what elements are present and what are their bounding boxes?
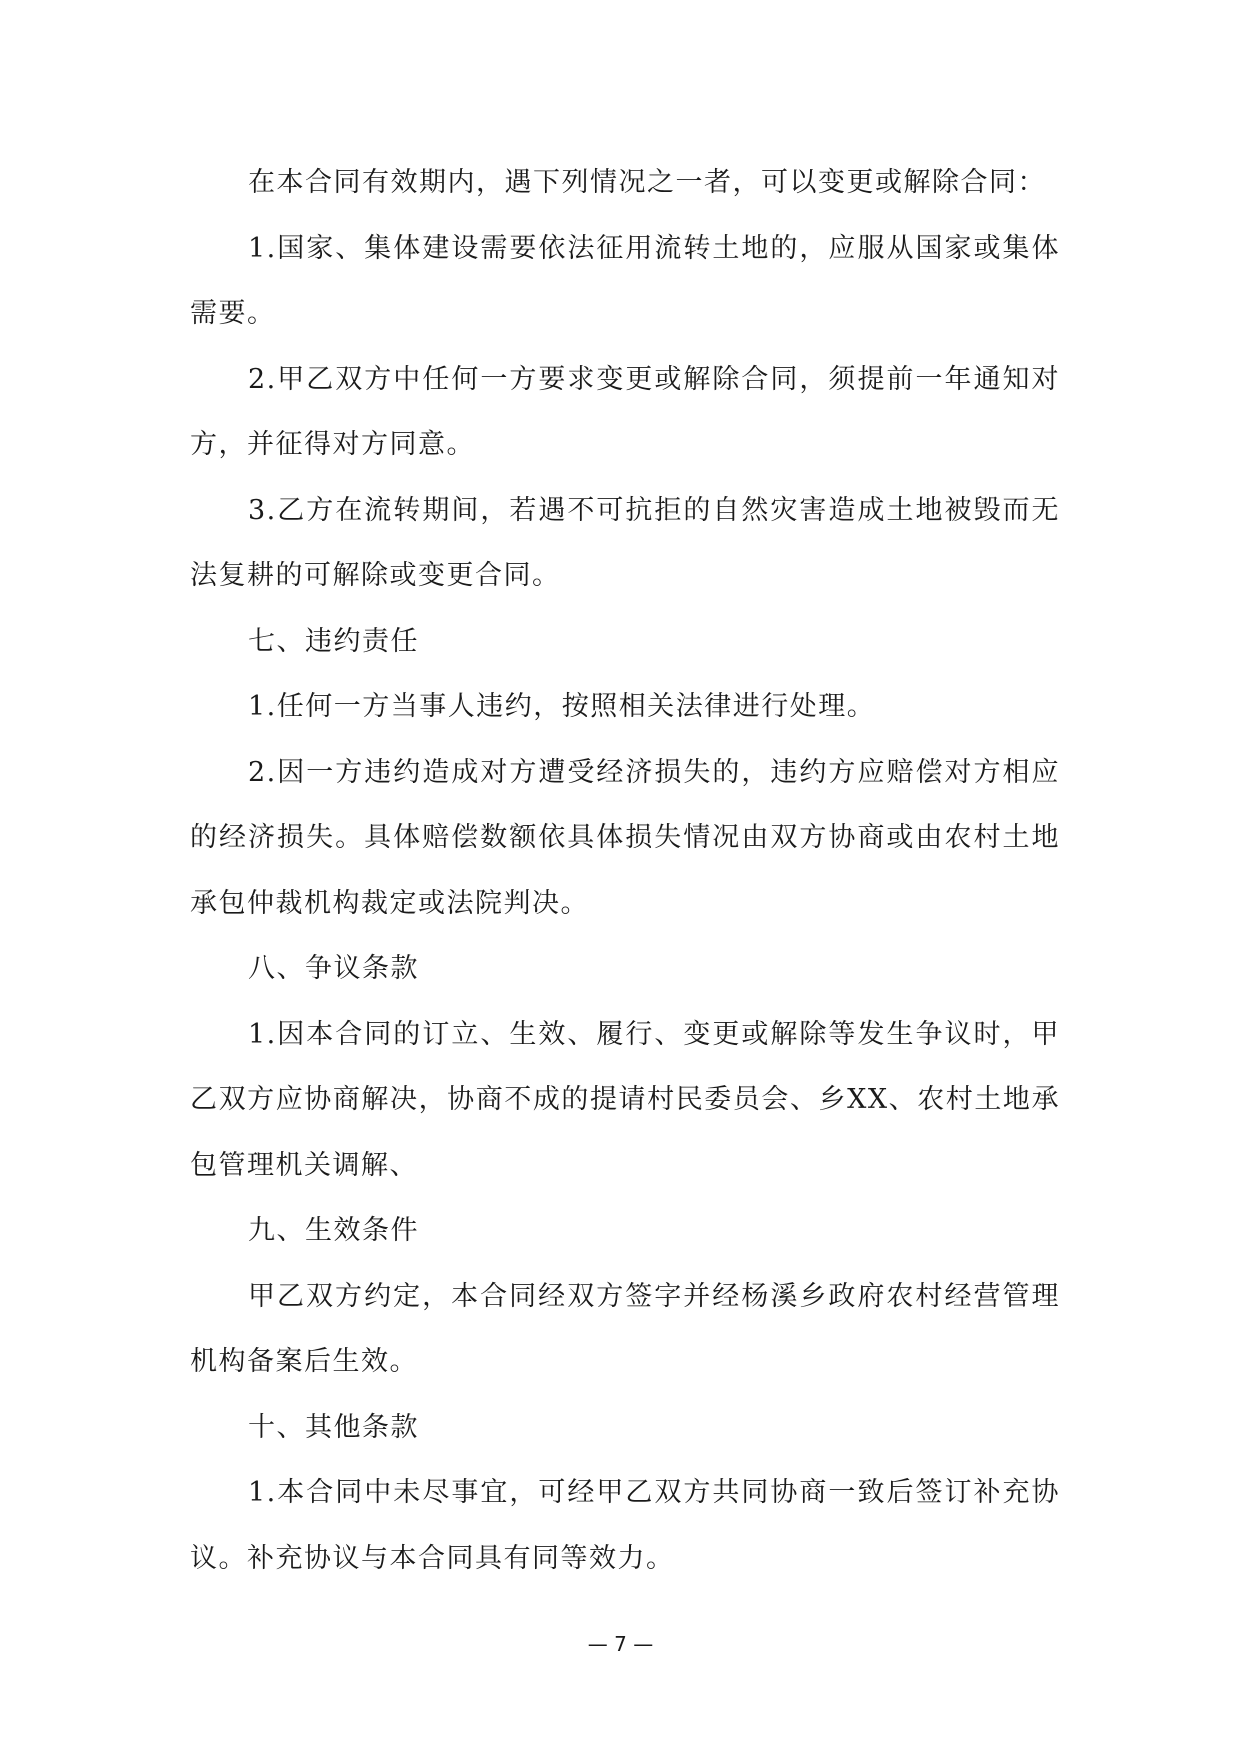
section-heading-dispute: 八、争议条款	[248, 953, 419, 984]
paragraph-breach-1: 1.任何一方当事人违约，按照相关法律进行处理。	[248, 691, 876, 722]
paragraph-item-2: 2.甲乙双方中任何一方要求变更或解除合同，须提前一年通知对方，并征得对方同意。	[190, 363, 1060, 460]
paragraph-other-1: 1.本合同中未尽事宜，可经甲乙双方共同协商一致后签订补充协议。补充协议与本合同具有同等效力。	[190, 1477, 1060, 1574]
paragraph-item-3: 3.乙方在流转期间，若遇不可抗拒的自然灾害造成土地被毁而无法复耕的可解除或变更合同。	[190, 494, 1060, 591]
document-body	[190, 150, 1060, 1591]
section-heading-other: 十、其他条款	[248, 1411, 419, 1443]
section-heading-breach: 七、违约责任	[248, 625, 419, 657]
paragraph-item-1: 1.国家、集体建设需要依法征用流转土地的，应服从国家或集体需要。	[190, 232, 1060, 329]
paragraph-intro: 在本合同有效期内，遇下列情况之一者，可以变更或解除合同：	[248, 167, 1046, 198]
paragraph-breach-2: 2.因一方违约造成对方遭受经济损失的，违约方应赔偿对方相应的经济损失。具体赔偿数额依具体损失情况由双方协商或由农村土地承包仲裁机构裁定或法院判决。	[190, 756, 1060, 919]
section-heading-effective: 九、生效条件	[248, 1215, 419, 1246]
paragraph-dispute-1: 1.因本合同的订立、生效、履行、变更或解除等发生争议时，甲乙双方应协商解决，协商不成的提请村民委员会、乡XX、农村土地承包管理机关调解、	[190, 1018, 1060, 1181]
page-number: — 7 —	[587, 1632, 654, 1656]
paragraph-effective: 甲乙双方约定，本合同经双方签字并经杨溪乡政府农村经营管理机构备案后生效。	[190, 1280, 1060, 1377]
